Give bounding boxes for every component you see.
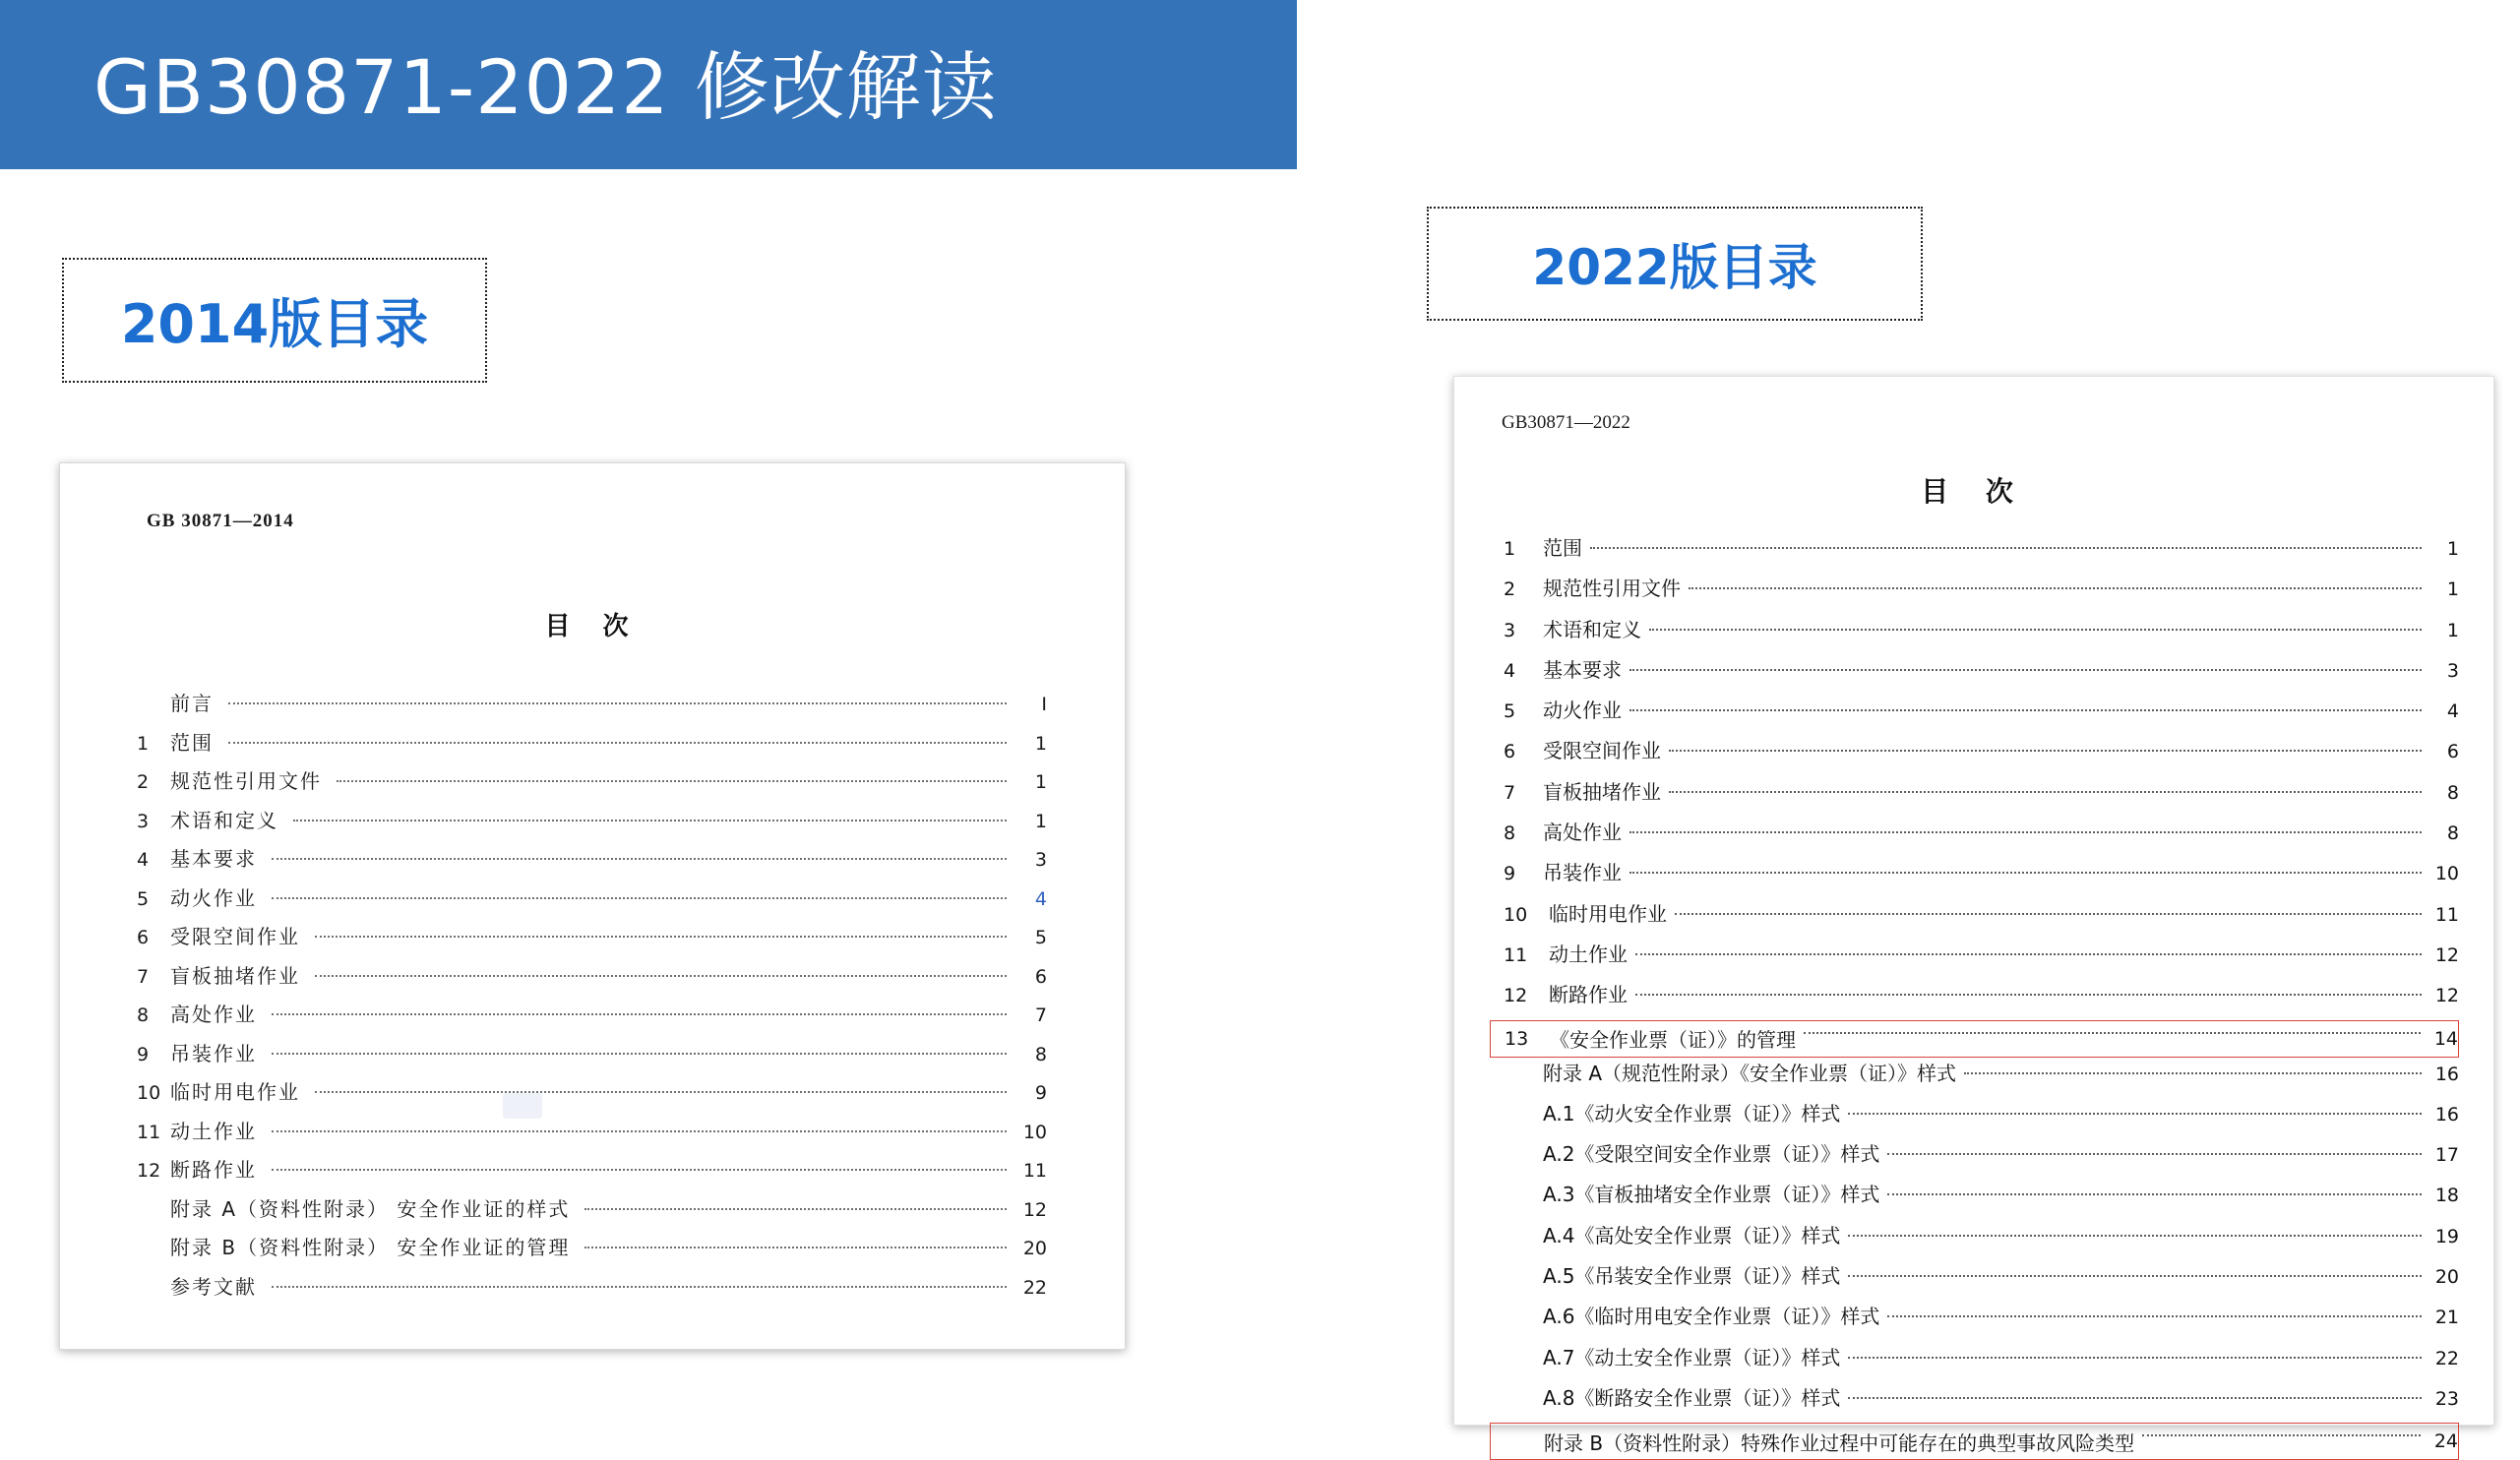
toc-row-number: 2: [137, 771, 150, 793]
toc-row-title: 附录 B（资料性附录）特殊作业过程中可能存在的典型事故风险类型: [1544, 1430, 2135, 1455]
toc-row-page: 3: [1034, 849, 1047, 871]
doc-2014-heading: 目 次: [544, 612, 641, 641]
toc-row-page: 1: [2446, 619, 2459, 641]
toc-row-title: 动火作业: [1543, 699, 1622, 723]
toc-row-page: 19: [2434, 1225, 2459, 1247]
toc-row-page: 12: [2434, 985, 2459, 1007]
toc-row-leader: [1629, 831, 2422, 833]
toc-row-page: 1: [1034, 771, 1047, 793]
toc-row-title: 附录 A（资料性附录） 安全作业证的样式: [170, 1196, 571, 1221]
toc-2022-list: [1490, 532, 2459, 1460]
toc-row-leader: [584, 1247, 1007, 1248]
toc-row-page: 1: [1034, 810, 1047, 832]
toc-row-number: 1: [137, 732, 150, 755]
toc-row-leader: [1669, 750, 2422, 752]
toc-row-leader: [2142, 1434, 2421, 1436]
toc-row-title: 断路作业: [1549, 983, 1628, 1007]
toc-row: [137, 1154, 1047, 1193]
toc-row-page: 6: [2446, 741, 2459, 763]
toc-row-leader: [1689, 587, 2422, 589]
toc-row: [1490, 979, 2459, 1019]
toc-row-leader: [1629, 872, 2422, 874]
toc-row-page: 11: [2434, 903, 2459, 926]
toc-row-leader: [228, 742, 1007, 744]
toc-row-title: 断路作业: [170, 1158, 257, 1182]
toc-row: [137, 1271, 1047, 1310]
toc-row-number: 1: [1504, 538, 1516, 560]
toc-row-number: 8: [1504, 822, 1516, 845]
toc-row-page: 9: [1034, 1082, 1047, 1104]
toc-row: [137, 999, 1047, 1038]
toc-row-page: 20: [2434, 1266, 2459, 1289]
toc-row-page: 4: [2446, 700, 2459, 723]
toc-row-page: 8: [2446, 781, 2459, 804]
toc-row-title: 动土作业: [1549, 942, 1628, 966]
toc-row-title: 动土作业: [170, 1119, 257, 1143]
toc-row-leader: [1629, 669, 2422, 671]
toc-row-title: 高处作业: [170, 1003, 257, 1026]
toc-row-leader: [1635, 953, 2422, 955]
toc-row: [137, 1232, 1047, 1271]
toc-row: [137, 805, 1047, 844]
toc-row-number: 11: [1504, 943, 1528, 966]
toc-2014-list: [137, 688, 1047, 1309]
label-2022-text: 2022版目录: [1532, 239, 1817, 296]
toc-row-leader: [272, 858, 1007, 860]
toc-row-page: 6: [1034, 965, 1047, 988]
toc-row-leader: [1964, 1072, 2422, 1074]
toc-row-leader: [272, 897, 1007, 899]
toc-row: [1490, 776, 2459, 817]
toc-row-title: 术语和定义: [1543, 617, 1641, 641]
toc-row-page: 10: [2434, 863, 2459, 885]
toc-row-number: 12: [1504, 985, 1528, 1007]
toc-row-leader: [315, 975, 1007, 977]
toc-row-page: 4: [1034, 887, 1047, 910]
toc-row-title: 基本要求: [1543, 657, 1622, 682]
toc-row: [137, 921, 1047, 960]
toc-row-title: 动火作业: [170, 885, 257, 910]
doc-2014-header: GB 30871—2014: [147, 511, 294, 531]
title-banner: [0, 0, 1297, 169]
toc-row-leader: [1848, 1275, 2422, 1277]
toc-row-number: 4: [1504, 659, 1516, 682]
toc-row-leader: [1848, 1235, 2422, 1237]
toc-row-number: 3: [1504, 619, 1516, 641]
toc-row-title: 范围: [170, 730, 214, 755]
toc-row-title: 范围: [1543, 536, 1582, 560]
toc-row-title: 临时用电作业: [170, 1080, 300, 1104]
toc-row: [1490, 1138, 2459, 1179]
toc-row-leader: [1887, 1153, 2422, 1155]
toc-row-title: 附录 B（资料性附录） 安全作业证的管理: [170, 1236, 571, 1259]
toc-row-title: A.7《动土安全作业票（证）》样式: [1543, 1345, 1841, 1369]
toc-row-page: 21: [2434, 1307, 2459, 1329]
toc-row-number: 7: [137, 965, 150, 988]
toc-row: [1490, 1342, 2459, 1382]
toc-row: [137, 1076, 1047, 1116]
toc-row-title: A.2《受限空间安全作业票（证）》样式: [1543, 1142, 1880, 1167]
toc-row-number: 6: [1504, 741, 1516, 763]
toc-row-leader: [272, 1130, 1007, 1132]
toc-row-leader: [1848, 1357, 2422, 1359]
toc-row-leader: [228, 702, 1007, 704]
label-2022-toc: [1427, 207, 1923, 321]
toc-row-title: A.6《临时用电安全作业票（证）》样式: [1543, 1305, 1880, 1329]
toc-row-page: 16: [2434, 1103, 2459, 1125]
toc-row-leader: [1669, 791, 2422, 793]
toc-row-leader: [1848, 1397, 2422, 1399]
toc-row-leader: [584, 1208, 1007, 1210]
toc-row-number: 9: [137, 1043, 150, 1065]
toc-row-page: 12: [2434, 943, 2459, 966]
toc-row-title: A.5《吊装安全作业票（证）》样式: [1543, 1264, 1841, 1289]
toc-row: [1490, 857, 2459, 897]
toc-row-number: 11: [137, 1121, 161, 1143]
toc-row-highlighted: [1490, 1423, 2459, 1460]
toc-row: [1490, 573, 2459, 613]
page-title: GB30871-2022 修改解读: [93, 43, 998, 131]
toc-row-title: 《安全作业票（证）》的管理: [1550, 1028, 1796, 1053]
toc-row: [137, 960, 1047, 1000]
toc-row-page: 1: [2446, 538, 2459, 560]
toc-row-leader: [1887, 1315, 2422, 1317]
toc-row: [1490, 898, 2459, 939]
toc-row: [1490, 532, 2459, 573]
toc-row-page: 18: [2434, 1185, 2459, 1207]
toc-row-number: 10: [1504, 903, 1528, 926]
toc-row: [137, 882, 1047, 922]
toc-row-title: A.1《动火安全作业票（证）》样式: [1543, 1101, 1841, 1125]
toc-row-number: 5: [137, 887, 150, 910]
toc-row-number: 3: [137, 810, 150, 832]
toc-row-page: 8: [1034, 1043, 1047, 1065]
toc-row-leader: [272, 1286, 1007, 1288]
toc-row: [1490, 1220, 2459, 1260]
toc-row-page: 10: [1022, 1121, 1047, 1143]
toc-row-number: 2: [1504, 578, 1516, 601]
toc-row-page: 22: [1022, 1276, 1047, 1299]
toc-row-page: I: [1041, 694, 1047, 715]
toc-row-page: 12: [1022, 1198, 1047, 1221]
toc-row-page: 16: [2434, 1063, 2459, 1085]
toc-row: [137, 727, 1047, 766]
toc-row-leader: [1848, 1113, 2422, 1115]
toc-row: [137, 765, 1047, 805]
toc-row-leader: [1590, 547, 2422, 549]
toc-row-leader: [1887, 1193, 2422, 1195]
toc-row-leader: [315, 1091, 1007, 1093]
toc-row: [1490, 1179, 2459, 1219]
toc-row-leader: [272, 1053, 1007, 1055]
toc-row-title: 受限空间作业: [170, 925, 300, 948]
toc-row-title: 术语和定义: [170, 808, 278, 832]
toc-row-number: 8: [137, 1004, 150, 1026]
toc-row-title: 规范性引用文件: [1543, 577, 1681, 601]
toc-row: [1490, 1260, 2459, 1301]
toc-row-title: A.4《高处安全作业票（证）》样式: [1543, 1223, 1841, 1247]
toc-row-title: 高处作业: [1543, 821, 1622, 845]
toc-row-title: 附录 A（规范性附录）《安全作业票（证）》样式: [1543, 1061, 1957, 1085]
toc-row-page: 22: [2434, 1347, 2459, 1369]
toc-row-page: 17: [2434, 1144, 2459, 1167]
toc-row-page: 24: [2433, 1430, 2458, 1453]
toc-row-number: 10: [137, 1082, 161, 1104]
toc-row-page: 11: [1022, 1160, 1047, 1182]
toc-row-highlighted: [1490, 1020, 2459, 1058]
toc-row-number: 5: [1504, 700, 1516, 723]
toc-row-leader: [272, 1013, 1007, 1015]
toc-row-page: 3: [2446, 659, 2459, 682]
toc-row: [1490, 1301, 2459, 1341]
toc-row-title: 吊装作业: [170, 1041, 257, 1065]
doc-2022-header: GB30871—2022: [1502, 412, 1630, 433]
toc-row-title: A.8《断路安全作业票（证）》样式: [1543, 1385, 1841, 1410]
toc-row-page: 20: [1022, 1238, 1047, 1259]
toc-row: [1490, 939, 2459, 979]
toc-row-number: 4: [137, 849, 150, 871]
toc-row: [1490, 817, 2459, 857]
toc-row-title: 受限空间作业: [1543, 739, 1661, 763]
toc-row-title: 前言: [170, 692, 214, 715]
toc-row-title: 基本要求: [170, 847, 257, 871]
toc-row-title: 盲板抽堵作业: [1543, 779, 1661, 804]
toc-row: [1490, 1382, 2459, 1423]
toc-row-page: 23: [2434, 1387, 2459, 1410]
toc-row-leader: [1629, 709, 2422, 711]
toc-row-leader: [1649, 629, 2422, 631]
toc-row: [137, 1193, 1047, 1233]
toc-row: [137, 1038, 1047, 1077]
toc-row-leader: [337, 780, 1007, 782]
document-2022: [1453, 376, 2494, 1455]
toc-row: [1490, 614, 2459, 654]
toc-row-page: 8: [2446, 822, 2459, 845]
toc-row: [1490, 1098, 2459, 1138]
toc-row: [137, 688, 1047, 727]
toc-row-number: 9: [1504, 863, 1516, 885]
toc-row: [1490, 735, 2459, 775]
toc-row-title: 盲板抽堵作业: [170, 963, 300, 988]
toc-row-number: 13: [1505, 1027, 1529, 1050]
toc-row-number: 12: [137, 1160, 161, 1182]
doc-2022-heading: 目 次: [1921, 475, 2027, 508]
toc-row-leader: [293, 820, 1007, 821]
toc-row-number: 6: [137, 927, 150, 948]
toc-row-title: 临时用电作业: [1549, 901, 1667, 926]
toc-row-leader: [272, 1169, 1007, 1171]
toc-row-leader: [1635, 994, 2422, 996]
toc-row-page: 14: [2433, 1027, 2458, 1050]
toc-row-page: 1: [2446, 578, 2459, 601]
toc-row: [1490, 1058, 2459, 1098]
document-2014: [59, 462, 1126, 1350]
toc-row: [137, 843, 1047, 882]
toc-row-leader: [315, 936, 1007, 938]
toc-row: [1490, 695, 2459, 735]
toc-row-leader: [1675, 913, 2422, 915]
label-2014-toc: [62, 258, 487, 383]
toc-row: [1490, 654, 2459, 695]
toc-row-title: 吊装作业: [1543, 861, 1622, 885]
toc-row-number: 7: [1504, 781, 1516, 804]
toc-row: [137, 1116, 1047, 1155]
toc-row-page: 1: [1034, 732, 1047, 755]
toc-row-page: 5: [1034, 927, 1047, 948]
toc-row-page: 7: [1034, 1004, 1047, 1026]
toc-row-title: 规范性引用文件: [170, 769, 322, 793]
label-2014-text: 2014版目录: [120, 293, 429, 355]
toc-row-title: A.3《盲板抽堵安全作业票（证）》样式: [1543, 1183, 1880, 1207]
toc-row-leader: [1804, 1032, 2421, 1034]
toc-row-title: 参考文献: [170, 1274, 257, 1299]
